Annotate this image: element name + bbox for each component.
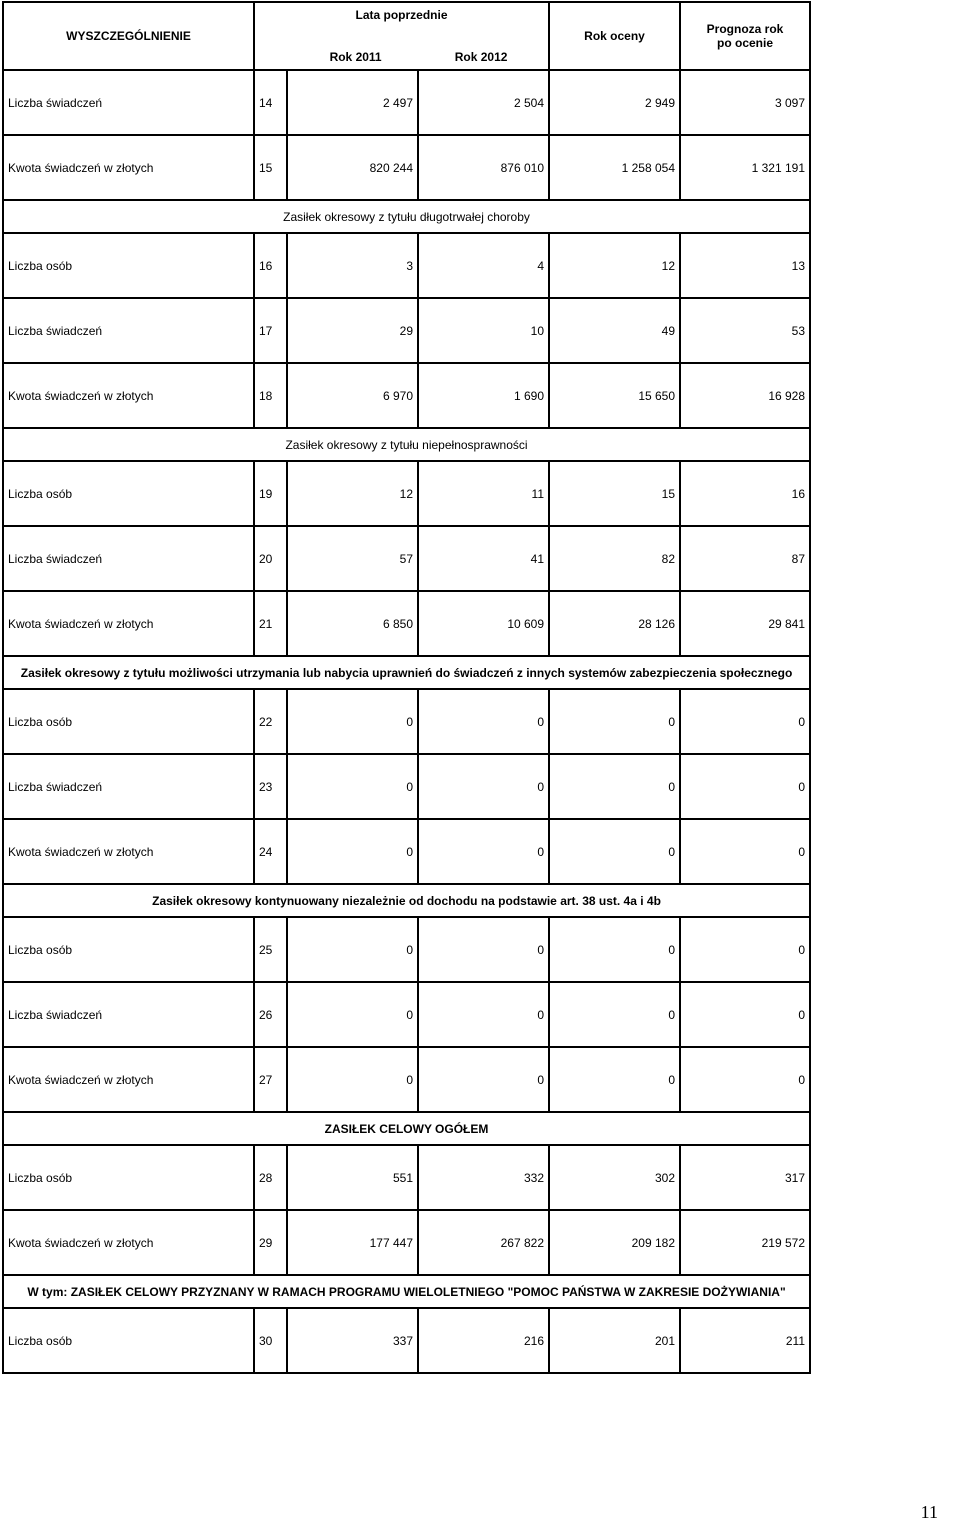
- value-2012-cell: 216: [418, 1308, 549, 1373]
- value-2012-cell: 267 822: [418, 1210, 549, 1275]
- row-number-cell: 29: [254, 1210, 287, 1275]
- row-label-cell: Kwota świadczeń w złotych: [3, 819, 254, 884]
- header-previous-years-title: Lata poprzednie: [355, 8, 448, 22]
- value-rating-year-cell: 28 126: [549, 591, 680, 656]
- table-row: [3, 982, 810, 1047]
- section-title: ZASIŁEK CELOWY OGÓŁEM: [3, 1112, 810, 1145]
- section-header-row: [3, 200, 810, 233]
- value-forecast-cell: 0: [680, 982, 810, 1047]
- row-number-cell: 24: [254, 819, 287, 884]
- row-number-cell: 14: [254, 70, 287, 135]
- value-2011-cell: 0: [287, 982, 418, 1047]
- row-number-cell: 16: [254, 233, 287, 298]
- value-forecast-cell: 29 841: [680, 591, 810, 656]
- section-title: Zasiłek okresowy kontynuowany niezależnie od dochodu na podstawie art. 38 ust. 4a i 4b: [3, 884, 810, 917]
- header-year-2011: Rok 2011: [329, 50, 382, 64]
- table-row: [3, 1145, 810, 1210]
- value-rating-year-cell: 1 258 054: [549, 135, 680, 200]
- table-row: [3, 526, 810, 591]
- value-rating-year-cell: 0: [549, 1047, 680, 1112]
- value-2012-cell: 0: [418, 982, 549, 1047]
- table-row: [3, 689, 810, 754]
- table-row: [3, 917, 810, 982]
- value-2012-cell: 4: [418, 233, 549, 298]
- value-2012-cell: 2 504: [418, 70, 549, 135]
- value-2011-cell: 6 970: [287, 363, 418, 428]
- value-2011-cell: 29: [287, 298, 418, 363]
- header-forecast-line1: Prognoza rok: [706, 22, 784, 36]
- row-number-cell: 15: [254, 135, 287, 200]
- row-label-cell: Kwota świadczeń w złotych: [3, 591, 254, 656]
- header-label-cell: WYSZCZEGÓLNIENIE: [3, 2, 254, 70]
- value-rating-year-cell: 2 949: [549, 70, 680, 135]
- section-header-row: [3, 428, 810, 461]
- table-row: [3, 819, 810, 884]
- value-rating-year-cell: 0: [549, 819, 680, 884]
- value-rating-year-cell: 201: [549, 1308, 680, 1373]
- value-rating-year-cell: 302: [549, 1145, 680, 1210]
- report-table: [2, 1, 811, 1374]
- header-previous-years-cell: [254, 2, 549, 70]
- row-label-cell: Liczba świadczeń: [3, 754, 254, 819]
- table-row: [3, 233, 810, 298]
- value-rating-year-cell: 82: [549, 526, 680, 591]
- value-2011-cell: 3: [287, 233, 418, 298]
- value-2011-cell: 12: [287, 461, 418, 526]
- value-2011-cell: 0: [287, 819, 418, 884]
- value-rating-year-cell: 15 650: [549, 363, 680, 428]
- row-label-cell: Liczba świadczeń: [3, 526, 254, 591]
- table-row: [3, 1308, 810, 1373]
- row-label-cell: Liczba świadczeń: [3, 298, 254, 363]
- row-number-cell: 22: [254, 689, 287, 754]
- value-2012-cell: 41: [418, 526, 549, 591]
- value-2011-cell: 57: [287, 526, 418, 591]
- row-number-cell: 18: [254, 363, 287, 428]
- row-label-cell: Liczba świadczeń: [3, 70, 254, 135]
- value-2011-cell: 337: [287, 1308, 418, 1373]
- section-title: Zasiłek okresowy z tytułu długotrwałej choroby: [3, 200, 810, 233]
- row-number-cell: 19: [254, 461, 287, 526]
- table-row: [3, 363, 810, 428]
- section-title: Zasiłek okresowy z tytułu niepełnosprawności: [3, 428, 810, 461]
- header-year-2012: Rok 2012: [454, 50, 508, 64]
- value-2011-cell: 177 447: [287, 1210, 418, 1275]
- row-label-cell: Kwota świadczeń w złotych: [3, 1047, 254, 1112]
- value-rating-year-cell: 12: [549, 233, 680, 298]
- value-2012-cell: 0: [418, 754, 549, 819]
- row-label-cell: Liczba osób: [3, 689, 254, 754]
- value-forecast-cell: 0: [680, 689, 810, 754]
- value-forecast-cell: 87: [680, 526, 810, 591]
- table-row: [3, 461, 810, 526]
- table-row: [3, 1210, 810, 1275]
- value-forecast-cell: 1 321 191: [680, 135, 810, 200]
- row-label-cell: Kwota świadczeń w złotych: [3, 1210, 254, 1275]
- value-2011-cell: 2 497: [287, 70, 418, 135]
- value-forecast-cell: 16: [680, 461, 810, 526]
- value-2011-cell: 0: [287, 917, 418, 982]
- row-number-cell: 27: [254, 1047, 287, 1112]
- table-row: [3, 591, 810, 656]
- row-label-cell: Kwota świadczeń w złotych: [3, 363, 254, 428]
- value-2012-cell: 1 690: [418, 363, 549, 428]
- table-row: [3, 754, 810, 819]
- value-rating-year-cell: 0: [549, 917, 680, 982]
- header-forecast-cell: [680, 2, 810, 70]
- value-forecast-cell: 219 572: [680, 1210, 810, 1275]
- value-2011-cell: 551: [287, 1145, 418, 1210]
- value-2012-cell: 10: [418, 298, 549, 363]
- row-label-cell: Liczba osób: [3, 461, 254, 526]
- value-forecast-cell: 0: [680, 917, 810, 982]
- section-header-row: [3, 1275, 810, 1308]
- row-number-cell: 20: [254, 526, 287, 591]
- row-label-cell: Liczba świadczeń: [3, 982, 254, 1047]
- value-forecast-cell: 53: [680, 298, 810, 363]
- header-rating-year-cell: Rok oceny: [549, 2, 680, 70]
- value-2012-cell: 332: [418, 1145, 549, 1210]
- header-row: [3, 2, 810, 70]
- value-forecast-cell: 211: [680, 1308, 810, 1373]
- value-2012-cell: 11: [418, 461, 549, 526]
- row-label-cell: Kwota świadczeń w złotych: [3, 135, 254, 200]
- value-rating-year-cell: 209 182: [549, 1210, 680, 1275]
- value-2011-cell: 0: [287, 1047, 418, 1112]
- row-label-cell: Liczba osób: [3, 917, 254, 982]
- value-2011-cell: 6 850: [287, 591, 418, 656]
- value-2012-cell: 876 010: [418, 135, 549, 200]
- value-rating-year-cell: 15: [549, 461, 680, 526]
- table-row: [3, 1047, 810, 1112]
- row-number-cell: 30: [254, 1308, 287, 1373]
- row-number-cell: 26: [254, 982, 287, 1047]
- value-rating-year-cell: 0: [549, 754, 680, 819]
- section-header-row: [3, 884, 810, 917]
- table-row: [3, 70, 810, 135]
- row-number-cell: 21: [254, 591, 287, 656]
- section-title: Zasiłek okresowy z tytułu możliwości utrzymania lub nabycia uprawnień do świadczeń z innych systemów zabezpieczenia społecznego: [3, 656, 810, 689]
- section-header-row: [3, 656, 810, 689]
- value-2011-cell: 0: [287, 754, 418, 819]
- value-forecast-cell: 0: [680, 1047, 810, 1112]
- value-forecast-cell: 0: [680, 819, 810, 884]
- row-number-cell: 23: [254, 754, 287, 819]
- value-forecast-cell: 317: [680, 1145, 810, 1210]
- section-title: W tym: ZASIŁEK CELOWY PRZYZNANY W RAMACH PROGRAMU WIELOLETNIEGO "POMOC PAŃSTWA W ZAKRESIE DOŻYWIANIA": [3, 1275, 810, 1308]
- row-number-cell: 17: [254, 298, 287, 363]
- page-number: 11: [920, 1502, 938, 1522]
- value-2012-cell: 0: [418, 1047, 549, 1112]
- value-rating-year-cell: 0: [549, 689, 680, 754]
- value-2012-cell: 10 609: [418, 591, 549, 656]
- value-2011-cell: 0: [287, 689, 418, 754]
- section-header-row: [3, 1112, 810, 1145]
- value-rating-year-cell: 0: [549, 982, 680, 1047]
- table-row: [3, 298, 810, 363]
- value-forecast-cell: 16 928: [680, 363, 810, 428]
- table-row: [3, 135, 810, 200]
- value-forecast-cell: 13: [680, 233, 810, 298]
- value-2012-cell: 0: [418, 917, 549, 982]
- header-forecast-line2: po ocenie: [717, 36, 774, 50]
- table-body: [3, 2, 810, 1373]
- value-forecast-cell: 3 097: [680, 70, 810, 135]
- row-number-cell: 25: [254, 917, 287, 982]
- value-rating-year-cell: 49: [549, 298, 680, 363]
- row-label-cell: Liczba osób: [3, 1145, 254, 1210]
- value-2012-cell: 0: [418, 819, 549, 884]
- value-forecast-cell: 0: [680, 754, 810, 819]
- value-2012-cell: 0: [418, 689, 549, 754]
- row-number-cell: 28: [254, 1145, 287, 1210]
- value-2011-cell: 820 244: [287, 135, 418, 200]
- row-label-cell: Liczba osób: [3, 233, 254, 298]
- row-label-cell: Liczba osób: [3, 1308, 254, 1373]
